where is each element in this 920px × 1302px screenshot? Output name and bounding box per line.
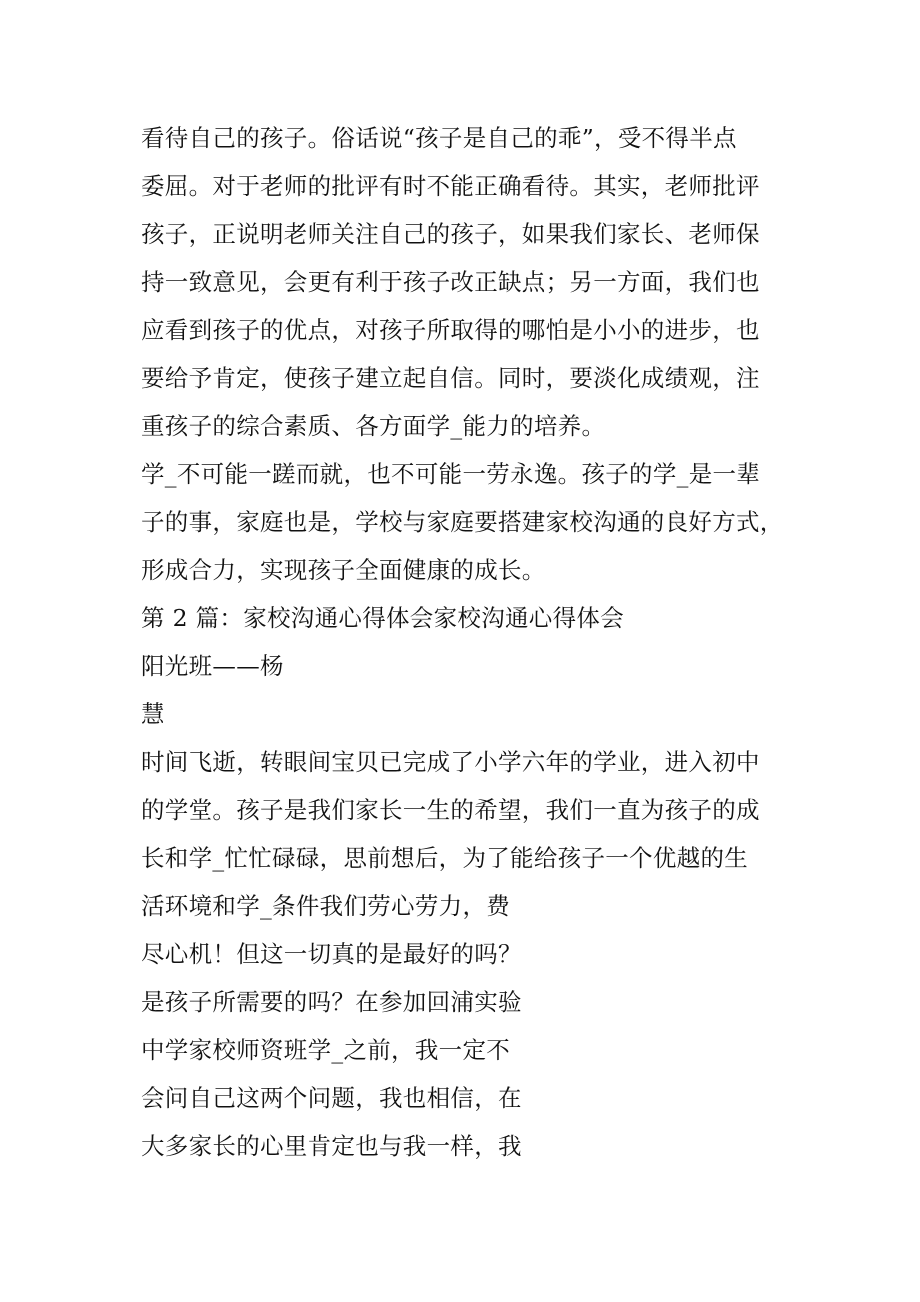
author-line: 慧 (141, 700, 165, 728)
paragraph-line: 重孩子的综合素质、各方面学_能力的培养。 (141, 412, 606, 440)
paragraph-line: 尽心机！但这一切真的是最好的吗？ (141, 940, 522, 968)
paragraph-line: 要给予肯定，使孩子建立起自信。同时，要淡化成绩观，注 (141, 364, 760, 392)
paragraph-line: 形成合力，实现孩子全面健康的成长。 (141, 556, 546, 584)
paragraph-line: 是孩子所需要的吗？在参加回浦实验 (141, 988, 522, 1016)
paragraph-line: 应看到孩子的优点，对孩子所取得的哪怕是小小的进步，也 (141, 316, 760, 344)
paragraph-line: 委屈。对于老师的批评有时不能正确看待。其实，老师批评 (141, 172, 760, 200)
paragraph-line: 会问自己这两个问题，我也相信，在 (141, 1084, 522, 1112)
author-line: 阳光班——杨 (141, 652, 284, 680)
paragraph-line: 子的事，家庭也是，学校与家庭要搭建家校沟通的良好方式， (141, 508, 784, 536)
paragraph-line: 持一致意见，会更有利于孩子改正缺点；另一方面，我们也 (141, 268, 760, 296)
section-heading: 第 2 篇：家校沟通心得体会家校沟通心得体会 (141, 604, 624, 632)
paragraph-line: 长和学_忙忙碌碌，思前想后，为了能给孩子一个优越的生 (141, 844, 749, 872)
paragraph-line: 孩子，正说明老师关注自己的孩子，如果我们家长、老师保 (141, 220, 760, 248)
paragraph-line: 时间飞逝，转眼间宝贝已完成了小学六年的学业，进入初中 (141, 748, 760, 776)
paragraph-line: 活环境和学_条件我们劳心劳力，费 (141, 892, 511, 920)
paragraph-line: 大多家长的心里肯定也与我一样，我 (141, 1132, 522, 1160)
paragraph-line: 中学家校师资班学_之前，我一定不 (141, 1036, 511, 1064)
paragraph-line: 看待自己的孩子。俗话说“孩子是自己的乖”，受不得半点 (141, 124, 737, 152)
paragraph-line: 学_不可能一蹉而就，也不可能一劳永逸。孩子的学_是一辈 (141, 460, 761, 488)
paragraph-line: 的学堂。孩子是我们家长一生的希望，我们一直为孩子的成 (141, 796, 760, 824)
